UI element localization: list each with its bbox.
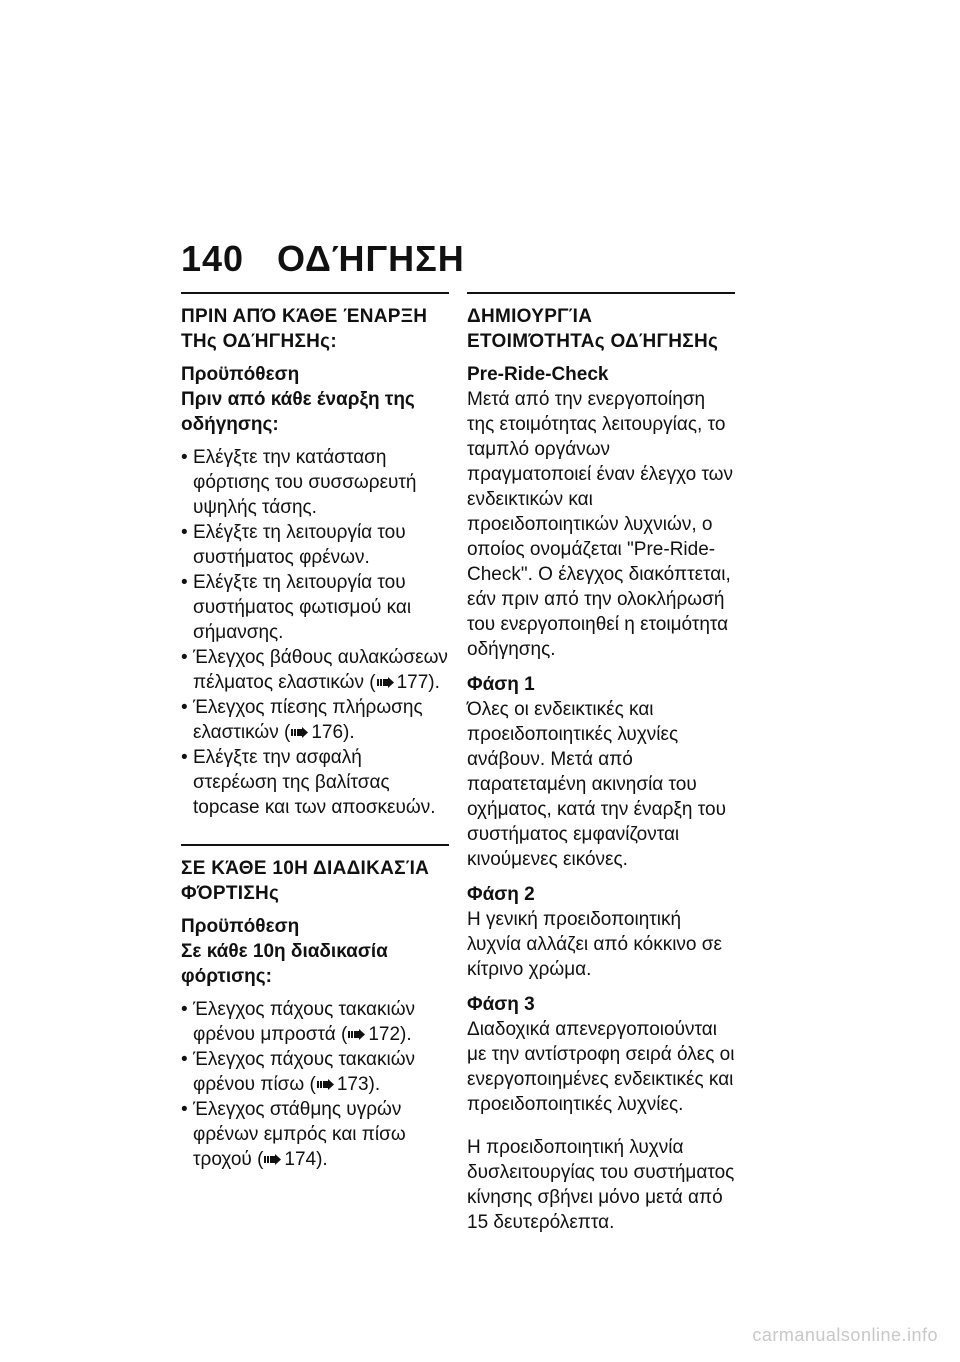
phase-title: Φάση 2 [467, 884, 535, 905]
prerequisite-label: Προϋπόθεση [181, 364, 300, 385]
section-ride-readiness [467, 292, 735, 1235]
prerequisite-text: Σε κάθε 10η διαδικασία φόρτισης: [181, 941, 388, 987]
subtitle: Pre-Ride-Check [467, 364, 609, 385]
list-item: • Έλεγχος πάχους τακακιών φρένου μπροστά ( 172). [181, 997, 449, 1047]
list-item: • Ελέγξτε την κατάσταση φόρτισης του συσσωρευτή υψηλής τάσης. [181, 445, 449, 520]
section-every-10th-charge [181, 844, 449, 1172]
closing-paragraph: Η προειδοποιητική λυχνία δυσλειτουργίας του συστήματος κίνησης σβήνει μόνο μετά από 15 δευτερόλεπτα. [467, 1137, 735, 1233]
page-ref-arrow-icon [377, 677, 394, 688]
list-item: • Ελέγξτε τη λειτουργία του συστήματος φρένων. [181, 520, 449, 570]
page-ref-arrow-icon [348, 1029, 365, 1040]
watermark: carmanualsonline.info [752, 1325, 938, 1345]
list-item: • Έλεγχος στάθμης υγρών φρένων εμπρός και πίσω τροχού ( 174). [181, 1097, 449, 1172]
phase-text: Διαδοχικά απενεργοποιούνται με την αντίστροφη σειρά όλες οι ενεργοποιημένες ενδεικτικές και προειδοποιητικές λυχνίες. [467, 1019, 735, 1115]
page-header [181, 238, 465, 280]
prerequisite-label: Προϋπόθεση [181, 916, 300, 937]
page-ref[interactable]: 173). [336, 1074, 381, 1095]
page-ref[interactable]: 176). [311, 722, 355, 743]
intro-paragraph: Μετά από την ενεργοποίηση της ετοιμότητας λειτουργίας, το ταμπλό οργάνων πραγματοποιεί έναν έλεγχο των ενδεικτικών και προειδοποιητικών λυχνιών, ο οποίος ονομάζεται "Pre-Ride-Check". Ο έλεγχος διακόπτεται, εάν πριν από την ολοκλήρωσή του ενεργοποιηθεί η ετοιμότητα οδήγησης. [467, 389, 734, 660]
list-item: • Έλεγχος πίεσης πλήρωσης ελαστικών ( 176). [181, 695, 449, 745]
prerequisite-text: Πριν από κάθε έναρξη της οδήγησης: [181, 389, 415, 435]
phase-text: Όλες οι ενδεικτικές και προειδοποιητικές λυχνίες ανάβουν. Μετά από παρατεταμένη ακινησία του οχήματος, κατά την έναρξη του συστήματος εμφανίζονται κινούμενες εικόνες. [467, 699, 726, 870]
page-number: 140 [181, 238, 245, 279]
chapter-title: ΟΔΉΓΗΣΗ [277, 238, 465, 279]
page-ref-arrow-icon [264, 1154, 281, 1165]
page-ref[interactable]: 177). [396, 672, 440, 693]
list-item: • Έλεγχος βάθους αυλακώσεων πέλματος ελαστικών ( 177). [181, 645, 449, 695]
page-ref-arrow-icon [317, 1079, 334, 1090]
list-item: • Ελέγξτε τη λειτουργία του συστήματος φωτισμού και σήμανσης. [181, 570, 449, 645]
phase-title: Φάση 3 [467, 994, 535, 1015]
list-item: • Έλεγχος πάχους τακακιών φρένου πίσω ( 173). [181, 1047, 449, 1097]
section-title: ΠΡΙΝ ΑΠΌ ΚΆΘΕ ΈΝΑΡΞΗ ΤΗς ΟΔΉΓΗΣΗς: [181, 306, 428, 352]
phase-text: Η γενική προειδοποιητική λυχνία αλλάζει από κόκκινο σε κίτρινο χρώμα. [467, 909, 722, 980]
checklist [181, 445, 449, 820]
page-ref-arrow-icon [291, 727, 308, 738]
right-column [467, 292, 735, 1253]
phase-title: Φάση 1 [467, 674, 535, 695]
list-item: • Ελέγξτε την ασφαλή στερέωση της βαλίτσας topcase και των αποσκευών. [181, 745, 449, 820]
left-column [181, 292, 449, 1190]
section-title: ΣΕ ΚΆΘΕ 10Η ΔΙΑΔΙΚΑΣΊΑ ΦΌΡΤΙΣΗς [181, 858, 430, 904]
checklist [181, 997, 449, 1172]
section-before-ride [181, 292, 449, 820]
section-title: ΔΗΜΙΟΥΡΓΊΑ ΕΤΟΙΜΌΤΗΤΑς ΟΔΉΓΗΣΗς [467, 306, 719, 352]
page-ref[interactable]: 172). [368, 1024, 412, 1045]
page-ref[interactable]: 174). [284, 1149, 328, 1170]
